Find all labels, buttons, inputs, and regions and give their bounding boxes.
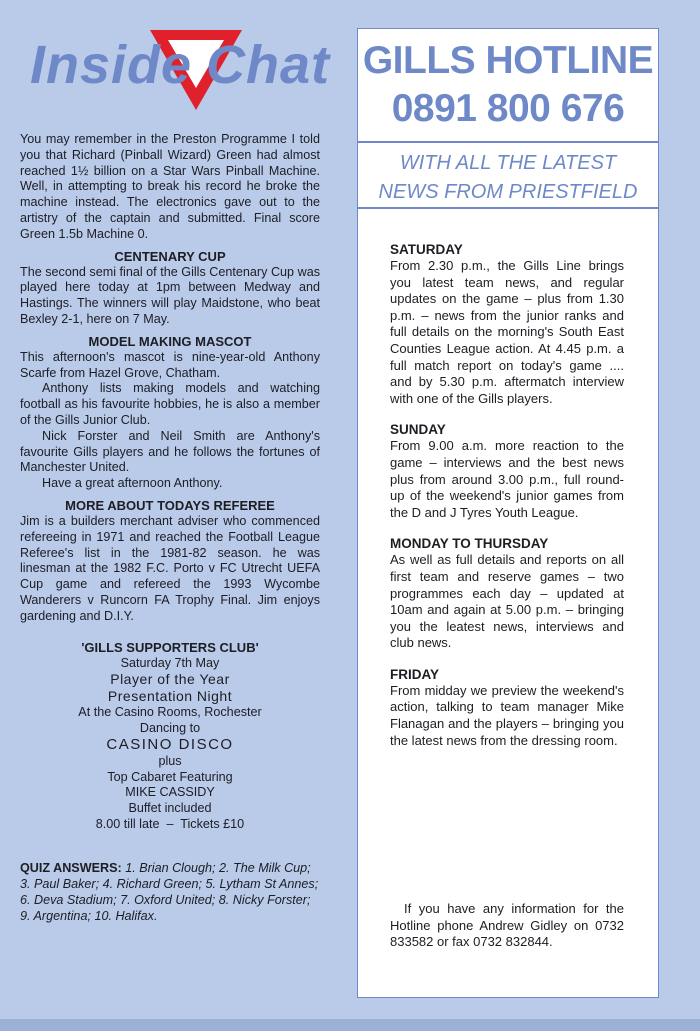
centenary-section <box>20 249 320 328</box>
club-event-line1: Player of the Year <box>110 671 230 688</box>
intro-paragraph: You may remember in the Preston Programme I told you that Richard (Pinball Wizard) Green had almost reached 1½ billion on a Star Wars Pinball Machine. Well, in attempting to break his record he broke the machine instead. The electronics gave out to the artistry of the captain and submitted. Final score Green 1.5b Machine 0. <box>20 132 320 241</box>
page-bottom-edge <box>0 1019 700 1031</box>
mascot-p2: Anthony lists making models and watching football as his favourite hobbies, he is also a member of the Gills Junior Club. <box>20 381 320 427</box>
referee-section <box>20 498 320 625</box>
schedule-day: SUNDAY <box>390 422 446 438</box>
schedule-item <box>390 241 624 407</box>
gills-hotline-box <box>357 28 659 998</box>
club-disco: CASINO DISCO <box>106 736 234 754</box>
club-date: Saturday 7th May <box>120 655 220 670</box>
tagline-line2: NEWS FROM PRIESTFIELD <box>378 181 638 203</box>
hotline-schedule <box>390 241 624 763</box>
hotline-divider-bottom <box>358 207 658 209</box>
centenary-text: The second semi final of the Gills Centenary Cup was played here today at 1pm between Medway and Hastings. The winners will play Maidstone, who beat Bexley 2-1, here on 7 May. <box>20 264 320 326</box>
mascot-section <box>20 334 320 492</box>
schedule-item <box>390 535 624 652</box>
schedule-day: SATURDAY <box>390 242 463 257</box>
centenary-heading: CENTENARY CUP <box>114 248 226 264</box>
mascot-p3: Nick Forster and Neil Smith are Anthony's favourite Gills players and he follows the fortunes of Manchester United. <box>20 428 320 475</box>
mascot-heading: MODEL MAKING MASCOT <box>88 333 252 349</box>
schedule-item <box>390 421 624 521</box>
schedule-text: From 9.00 a.m. more reaction to the game – interviews and the best news plus from around 3.00 p.m., full round-up of the weekend's junior games from the D and J Tyres Youth League. <box>390 438 624 520</box>
club-artist: MIKE CASSIDY <box>125 785 215 800</box>
schedule-day: FRIDAY <box>390 666 440 682</box>
supporters-club-notice <box>20 639 320 833</box>
hotline-phone: 0891 800 676 <box>391 87 625 130</box>
quiz-answers-text: 1. Brian Clough; 2. The Milk Cup; 3. Paul Baker; 4. Richard Green; 5. Lytham St Annes; 6. Deva Stadium; 7. Oxford United; 8. Nicky Forster; 9. Argentina; 10. Halifax. <box>20 861 319 924</box>
club-venue: At the Casino Rooms, Rochester <box>78 705 262 720</box>
club-time: 8.00 till late – Tickets £10 <box>95 816 245 831</box>
referee-heading: MORE ABOUT TODAYS REFEREE <box>65 497 275 513</box>
schedule-day: MONDAY TO THURSDAY <box>390 536 549 552</box>
schedule-text: From midday we preview the weekend's action, talking to team manager Mike Flanagan and the players – bringing you the latest news from the dressing room. <box>390 682 624 748</box>
schedule-item <box>390 666 624 749</box>
mascot-p1: This afternoon's mascot is nine-year-old Anthony Scarfe from Hazel Grove, Chatham. <box>20 349 320 380</box>
inside-chat-logo <box>20 20 331 120</box>
hotline-contact: If you have any information for the Hotline phone Andrew Gidley on 0732 833582 or fax 0732 832844. <box>390 901 624 950</box>
club-dancing: Dancing to <box>139 720 201 735</box>
club-buffet: Buffet included <box>128 801 212 816</box>
schedule-text: From 2.30 p.m., the Gills Line brings you latest team news, and regular updates on the game – plus from 1.30 p.m. – news from the junior ranks and full details on the morning's South East Counties League action. At 4.45 p.m. a full match report on today's game .... and by 5.30 p.m. aftermatch interview with one of the Gills players. <box>390 258 624 406</box>
hotline-tagline <box>358 149 658 207</box>
mascot-p4: Have a great afternoon Anthony. <box>42 476 223 491</box>
hotline-divider-top <box>358 141 658 143</box>
schedule-text: As well as full details and reports on all first team and reserve games – two programmes each day – updated at 10am and again at 5.00 p.m. – bringing you the leatest news, interviews and club news. <box>390 552 624 651</box>
inside-chat-column <box>20 20 331 924</box>
logo-text: Inside Chat <box>30 35 331 95</box>
quiz-answers <box>20 860 320 924</box>
club-plus: plus <box>158 754 182 769</box>
tagline-line1: WITH ALL THE LATEST <box>399 152 617 174</box>
club-cabaret: Top Cabaret Featuring <box>107 769 233 784</box>
quiz-label: QUIZ ANSWERS: <box>20 861 122 876</box>
club-event-line2: Presentation Night <box>107 688 233 705</box>
referee-text: Jim is a builders merchant adviser who commenced refereeing in 1971 and reached the Football League Referee's list in the 1981-82 season. he was linesman at the 1982 F.C. Porto v FC Utrecht UEFA Cup game and refereed the 1993 Wycombe Wanderers v Runcorn FA Trophy Final. Jim enjoys gardening and D.I.Y. <box>20 513 320 623</box>
club-title: 'GILLS SUPPORTERS CLUB' <box>81 639 259 655</box>
hotline-title: GILLS HOTLINE <box>362 39 654 82</box>
